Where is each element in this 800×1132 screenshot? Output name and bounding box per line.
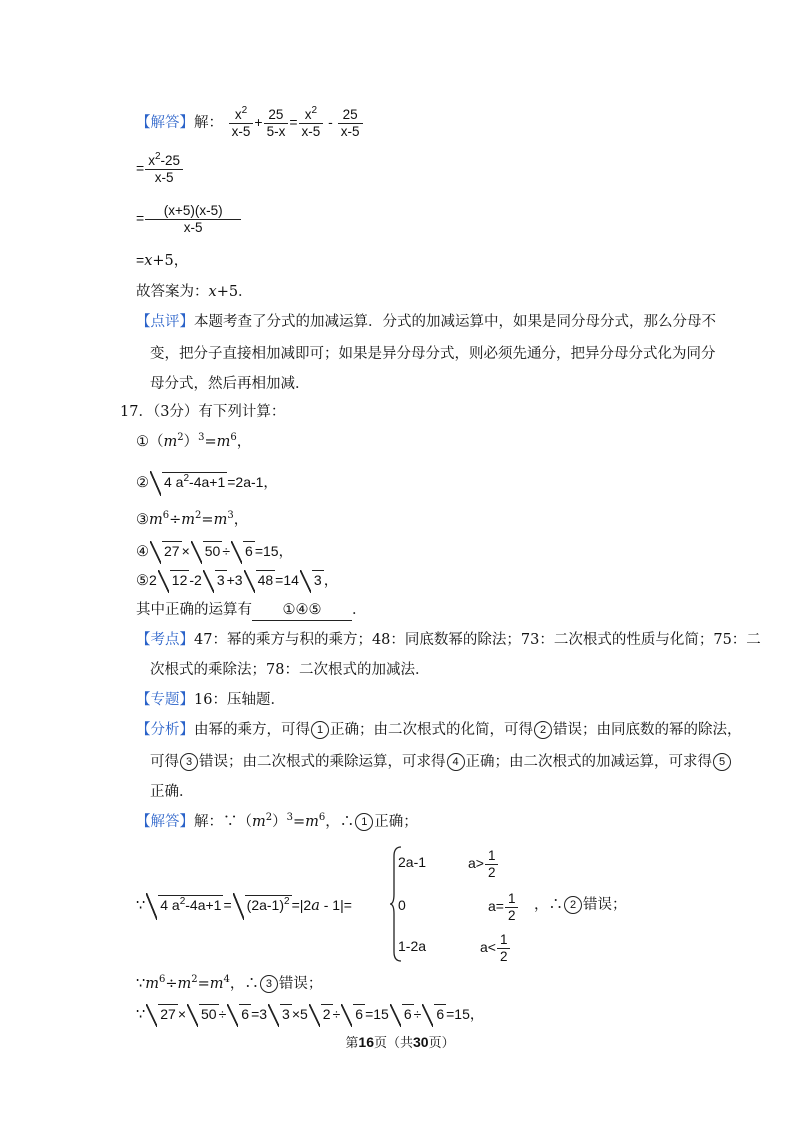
- fraction-factored: $\frac{(x+5)(x-5)}{x-5}$: [145, 203, 241, 236]
- radical-4a2-4a1-b: 4 $a^2-4a+1$: [146, 891, 223, 921]
- kaodian-line1: 【考点】47：幂的乘方与积的乘方；48：同底数幂的除法；73：二次根式的性质与化简；75：二: [136, 632, 761, 648]
- sol17-line2-tail: ，∴ 2 错误；: [534, 897, 627, 913]
- case-1-cond: a> $\frac{1}{2}$: [468, 846, 499, 881]
- fraction-25-over-x-5: $\frac{25}{x-5}$: [338, 107, 363, 140]
- page-footer: 第16页（共30页）: [345, 1034, 455, 1051]
- q17-fill-blank: 其中正确的运算有 ①④⑤ ．: [136, 600, 367, 621]
- q17-item1: $①(m^2)^3=m^6$，: [136, 432, 252, 450]
- comment16-line1: 【点评】本题考查了分式的加减运算．分式的加减运算中，如果是同分母分式，那么分母不: [136, 314, 716, 330]
- sol17-line4: ∵ 27 × 50 ÷ 6 =3 3 ×5 2 ÷ 6 =15 6 ÷ 6 =15，: [136, 1001, 484, 1028]
- radical-48: 48: [244, 568, 276, 594]
- fraction-x2-over-x-5: $\frac{x^2}{x-5}$: [229, 107, 254, 140]
- sol17-line1: 【解答】解：$\because(m^2)^3=m^6$，∴ 1 正确；: [136, 812, 418, 830]
- sol16-answer: 故答案为：x+5．: [136, 284, 253, 300]
- q17-stem: 17．（3分）有下列计算：: [120, 404, 286, 420]
- q17-item4: ④ 27 × 50 ÷ 6 =15，: [136, 538, 293, 565]
- fenxi-line2: 可得 3 错误；由二次根式的乘除运算，可求得 4 正确；由二次根式的加减运算，可求得 5: [150, 752, 732, 772]
- radical-50: 50: [191, 539, 223, 565]
- q17-item3: $③m^6\div m^2=m^3$，: [136, 510, 249, 528]
- radical-12: 12: [158, 568, 190, 594]
- sol16-line2: [136, 150, 184, 187]
- equals-sign: =: [136, 210, 145, 226]
- sol16-result: =x+5，: [136, 252, 189, 269]
- zhuanti-tag: 【专题】: [136, 692, 194, 708]
- radical-27: 27: [150, 539, 182, 565]
- radical-3-b: 3: [300, 568, 324, 594]
- sol17-line2: ∵ 4 $a^2-4a+1 = (2a-1)^2 =|2a - 1|=$: [136, 890, 352, 921]
- minus-sign: -: [324, 114, 337, 130]
- fraction-25-over-5-x: $\frac{25}{5-x}$: [264, 107, 289, 140]
- zhuanti-line: 【专题】16：压轴题．: [136, 692, 285, 708]
- dianping-tag: 【点评】: [136, 314, 194, 330]
- radical-6: 6: [231, 539, 255, 565]
- equals-sign: =: [289, 114, 298, 130]
- fenxi-line3: 正确．: [150, 784, 194, 800]
- sol17-line3: $\because m^6\div m^2=m^4$，∴ 3 错误；: [136, 974, 323, 992]
- case-3-expr: 1-2a: [398, 938, 427, 954]
- comment16-line3: 母分式，然后再相加减．: [150, 376, 310, 392]
- q17-item2: ② 4 $a^2-4a+1 =2a-1$，: [136, 468, 277, 497]
- page-total: 30: [413, 1034, 429, 1050]
- q17-item5: ⑤2 12 -2 3 +3 48 =14 3 ，: [136, 567, 338, 594]
- fraction-x2-25-over-x-5: $\frac{x^2-25}{x-5}$: [145, 153, 183, 186]
- fenxi-tag: 【分析】: [136, 722, 194, 738]
- fraction-x2-over-x-5-b: $\frac{x^2}{x-5}$: [299, 107, 324, 140]
- case-3-cond: a< $\frac{1}{2}$: [480, 930, 511, 965]
- radical-4a2-4a1: 4 $a^2-4a+1$: [150, 469, 227, 497]
- case-2-cond: a= $\frac{1}{2}$: [488, 889, 519, 924]
- plus-sign: +: [254, 114, 263, 130]
- jie-label: 解：: [194, 115, 223, 131]
- equals-sign: =: [136, 160, 145, 176]
- radical-2a-1-squared: $(2a-1)^2$: [233, 891, 292, 921]
- case-2-expr: 0: [398, 897, 406, 913]
- case-1-expr: 2a-1: [398, 854, 427, 870]
- comment16-line2: 变，把分子直接相加减即可；如果是异分母分式，则必须先通分，把异分母分式化为同分: [150, 346, 716, 362]
- fenxi-line1: 【分析】由幂的乘方，可得 1 正确；由二次根式的化简，可得 2 错误；由同底数的幂的除法，: [136, 722, 742, 738]
- sol16-line3: [136, 200, 242, 237]
- page-number: 16: [358, 1034, 374, 1050]
- jieda-tag: 【解答】: [136, 115, 194, 131]
- kaodian-line2: 次根式的乘除法；78：二次根式的加减法．: [150, 662, 430, 678]
- jieda-tag-2: 【解答】: [136, 814, 194, 830]
- radical-3: 3: [203, 568, 227, 594]
- kaodian-tag: 【考点】: [136, 632, 194, 648]
- answer-blank: ①④⑤: [252, 600, 352, 621]
- sol16-line1: [136, 104, 364, 141]
